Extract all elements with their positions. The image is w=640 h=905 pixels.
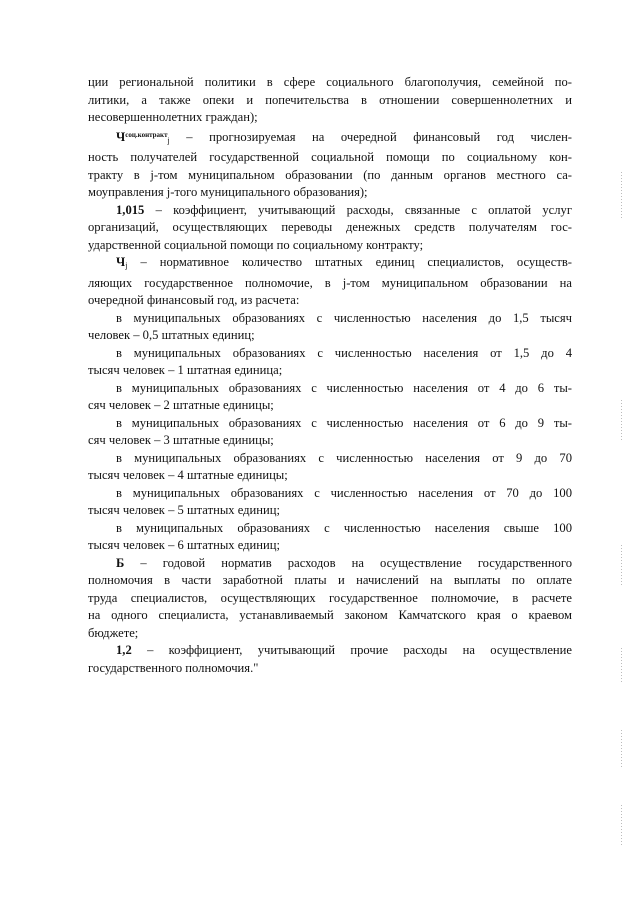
text-line: государственного полномочия." <box>88 660 259 675</box>
text-fragment: – прогнозируемая на очередной финансовый год числен- <box>169 129 572 144</box>
text-line <box>88 127 572 150</box>
text-line: ляющих государственное полномочие, в j-том муниципальном образовании на <box>88 275 572 290</box>
text-line: тысяч человек – 5 штатных единиц; <box>88 503 281 517</box>
scan-margin-mark <box>621 400 622 440</box>
paragraph-staff-units <box>88 254 572 310</box>
formula-symbol: Ч <box>116 255 126 269</box>
text-line: человек – 0,5 штатных единиц; <box>88 328 255 342</box>
scan-margin-mark <box>621 730 622 768</box>
text-line <box>88 642 572 660</box>
list-item <box>88 345 572 380</box>
text-line: в муниципальных образованиях с численностью населения от 6 до 9 ты- <box>116 415 572 430</box>
paragraph-coefficient-12 <box>88 642 572 677</box>
list-item <box>88 520 572 555</box>
text-line: очередной финансовый год, из расчета: <box>88 293 300 307</box>
formula-superscript: соц.контракт <box>125 130 168 139</box>
text-line: тысяч человек – 1 штатная единица; <box>88 363 283 377</box>
list-item <box>88 310 572 345</box>
formula-symbol: Б <box>116 555 125 570</box>
formula-subscript: j <box>167 135 170 145</box>
text-line: ударственной социальной помощи по социальному контракту; <box>88 237 424 252</box>
formula-symbol: Ч <box>116 129 126 144</box>
paragraph-continuation <box>88 74 572 127</box>
text-line: в муниципальных образованиях с численностью населения от 9 до 70 <box>116 450 572 465</box>
text-line <box>88 555 572 573</box>
scan-margin-mark <box>621 172 622 220</box>
text-line: ции региональной политики в сфере социального благополучия, семейной по- <box>88 75 572 89</box>
text-fragment: – коэффициент, учитывающий расходы, связанные с оплатой услуг <box>144 202 572 217</box>
text-line: бюджете; <box>88 625 139 640</box>
text-line: на одного специалиста, устанавливаемый законом Камчатского края о краевом <box>88 608 572 622</box>
text-fragment: – нормативное количество штатных единиц специалистов, осуществ- <box>127 255 572 269</box>
text-line: организаций, осуществляющих переводы денежных средств получателям гос- <box>88 220 572 234</box>
list-item <box>88 485 572 520</box>
list-item <box>88 415 572 450</box>
text-line: тысяч человек – 6 штатных единиц; <box>88 538 281 552</box>
text-fragment: – коэффициент, учитывающий прочие расходы на осуществление <box>131 643 572 657</box>
text-line: несовершеннолетних граждан); <box>88 110 258 124</box>
text-line: литики, а также опеки и попечительства в отношении совершеннолетних и <box>88 92 572 107</box>
text-line: в муниципальных образованиях с численностью населения свыше 100 <box>116 520 572 535</box>
text-line: тракту в j-том муниципальном образовании (по данным органов местного са- <box>88 167 572 182</box>
text-line: сяч человек – 2 штатные единицы; <box>88 398 274 412</box>
text-line: труда специалистов, осуществляющих государственное полномочие, в расчете <box>88 590 572 605</box>
paragraph-annual-norm <box>88 555 572 643</box>
coefficient-value: 1,015 <box>116 202 145 217</box>
text-line: в муниципальных образованиях с численностью населения от 70 до 100 <box>116 485 572 500</box>
text-line: в муниципальных образованиях с численностью населения от 4 до 6 ты- <box>116 380 572 395</box>
text-fragment: – годовой норматив расходов на осуществление государственного <box>124 555 572 570</box>
paragraph-social-contract-recipients <box>88 127 572 202</box>
document-page <box>88 74 572 677</box>
scan-margin-mark <box>621 545 622 585</box>
scan-margin-mark <box>621 648 622 684</box>
text-line <box>88 254 572 275</box>
text-line: ность получателей государственной социальной помощи по социальному кон- <box>88 150 572 164</box>
text-line: в муниципальных образованиях с численностью населения от 1,5 до 4 <box>116 345 572 360</box>
list-item <box>88 450 572 485</box>
text-line: полномочия в части заработной платы и начислений на выплаты по оплате <box>88 573 572 587</box>
text-line: моуправления j-того муниципального образования); <box>88 185 368 199</box>
text-line: тысяч человек – 4 штатные единицы; <box>88 468 288 482</box>
paragraph-coefficient-1015 <box>88 202 572 255</box>
formula-subscript: j <box>125 261 128 270</box>
text-line <box>88 202 572 220</box>
text-line: сяч человек – 3 штатные единицы; <box>88 433 274 447</box>
coefficient-value: 1,2 <box>116 643 132 657</box>
list-item <box>88 380 572 415</box>
scan-margin-mark <box>621 805 622 845</box>
text-line: в муниципальных образованиях с численностью населения до 1,5 тысяч <box>116 310 572 325</box>
